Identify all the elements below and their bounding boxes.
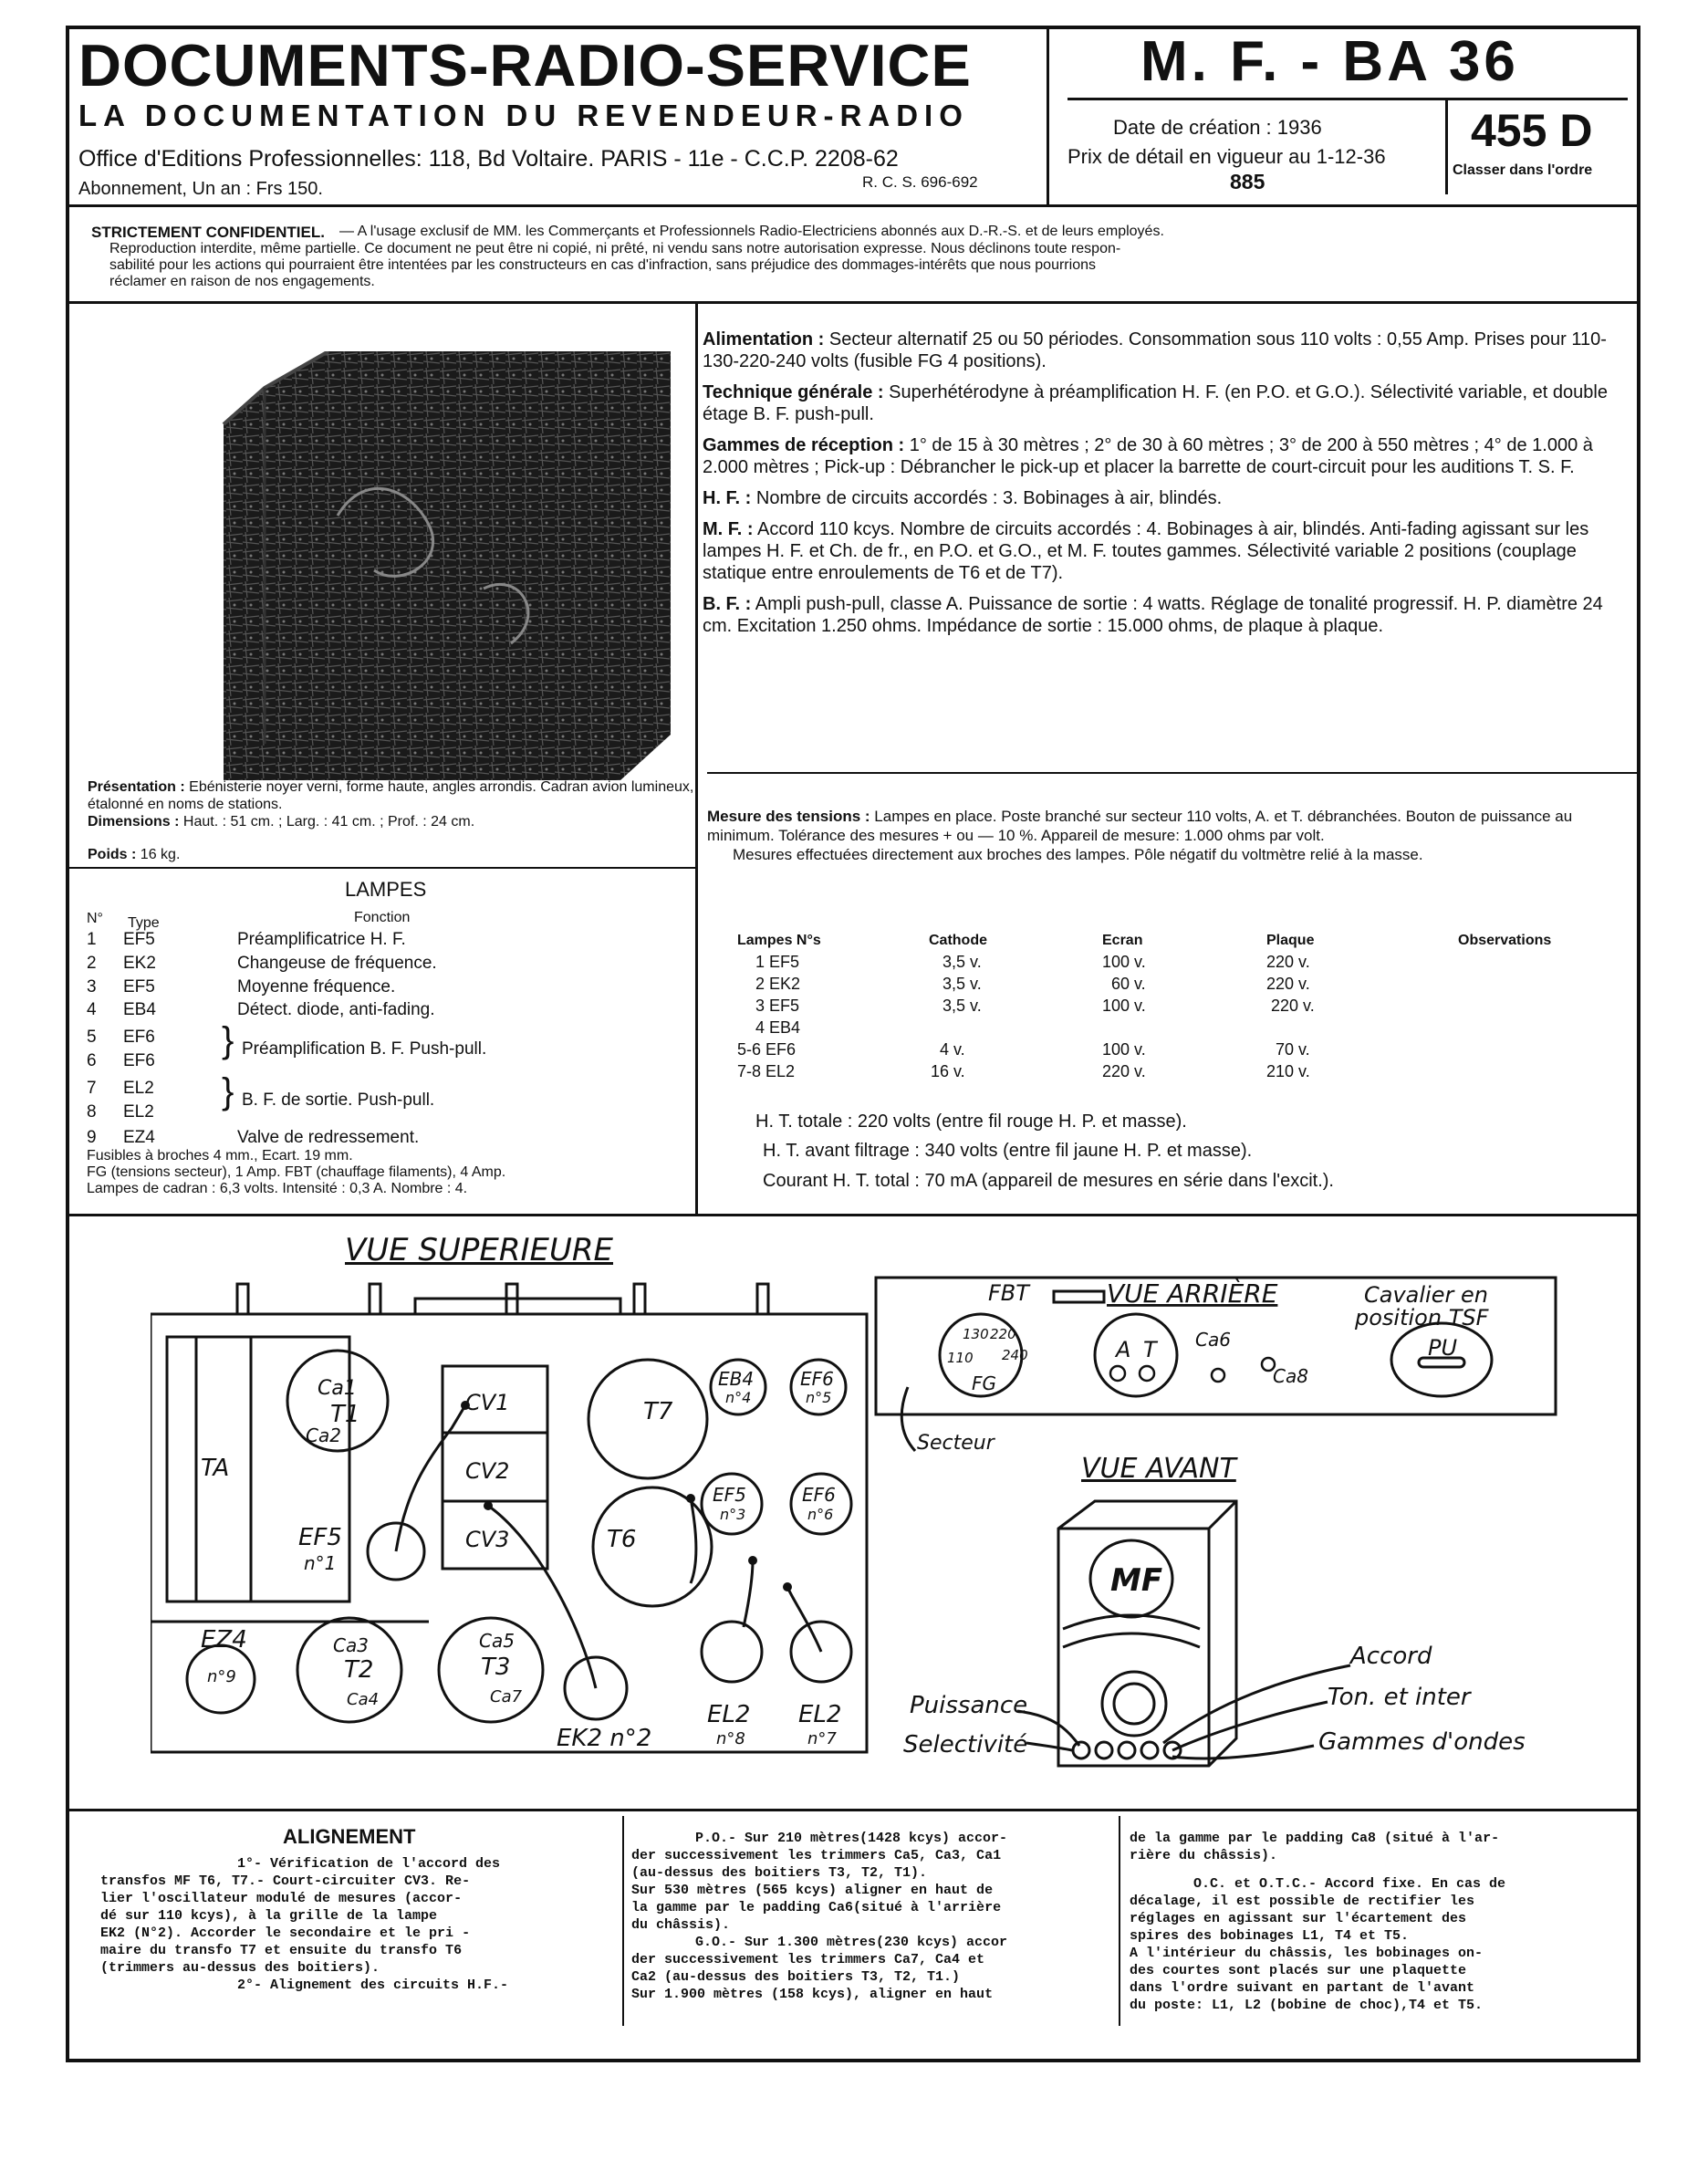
alignement-line: A l'intérieur du châssis, les bobinages on- [1130, 1946, 1484, 1961]
el2-num: n°7 [807, 1729, 837, 1748]
ca4-label: Ca4 [347, 1690, 380, 1709]
fbt-label: FBT [988, 1280, 1029, 1306]
eb4-label: EB4 [718, 1368, 755, 1390]
header-subtitle: LA DOCUMENTATION DU REVENDEUR-RADIO [78, 99, 969, 132]
antenna-label: A [1116, 1337, 1131, 1362]
presentation-label: Présentation : [88, 779, 185, 795]
ef5-label: EF5 [713, 1484, 746, 1506]
diagram-top-rule [66, 1214, 1640, 1216]
mesure-cathode: 3,5 v. [943, 997, 982, 1015]
lamp-function: B. F. de sortie. Push-pull. [242, 1090, 435, 1110]
bf-label: B. F. : [703, 594, 752, 614]
confidential-bottom-rule [66, 301, 1640, 304]
t2-label: T2 [344, 1656, 374, 1684]
v240-label: 240 [1002, 1347, 1028, 1363]
alignement-line: Sur 530 mètres (565 kcys) aligner en haut de [631, 1883, 994, 1898]
mesure-ecran: 100 v. [1102, 997, 1146, 1015]
mesure-plaque: 220 v. [1266, 975, 1310, 993]
ht-avant: H. T. avant filtrage : 340 volts (entre fil jaune H. P. et masse). [763, 1141, 1253, 1161]
class-note: Classer dans l'ordre [1453, 162, 1593, 178]
lamp-no: 1 [87, 930, 97, 949]
model-number: M. F. - BA 36 [1140, 30, 1519, 93]
secteur-label: Secteur [917, 1432, 995, 1455]
alignement-line: de la gamme par le padding Ca8 (situé à l'ar- [1130, 1831, 1500, 1846]
pu-label: PU [1428, 1335, 1458, 1361]
lamp-no: 2 [87, 954, 97, 973]
retail-price: 885 [1230, 170, 1265, 193]
lamp-no: 5 [87, 1028, 97, 1047]
mesure-ecran: 100 v. [1102, 1040, 1146, 1059]
mesures-header: Observations [1458, 933, 1552, 948]
confidential-line: sabilité pour les actions qui pourraient être intentées par les constructeurs en cas d'infraction, sans préjudice des dommages-intérêts que nous pourrions [109, 257, 1096, 273]
accord-label: Accord [1350, 1643, 1432, 1670]
rear-view-diagram [871, 1273, 1565, 1456]
cv3-label: CV3 [465, 1527, 510, 1552]
alignement-line: du poste: L1, L2 (bobine de choc),T4 et T5. [1130, 1998, 1484, 2013]
lamp-no: 3 [87, 977, 97, 997]
class-divider [1445, 98, 1448, 194]
alignement-line: (au-dessus des boitiers T3, T2, T1). [631, 1865, 928, 1881]
mf-label: M. F. : [703, 519, 754, 539]
alignement-line: la gamme par le padding Ca6(situé à l'arrière [631, 1900, 1002, 1915]
alignement-line: (trimmers au-dessus des boitiers). [100, 1960, 380, 1976]
alignement-line: EK2 (N°2). Accorder le secondaire et le pri - [100, 1925, 471, 1941]
alimentation-text: Secteur alternatif 25 ou 50 périodes. Consommation sous 110 volts : 0,55 Amp. Prises pour 110-130-220-240 volts (fusible FG 4 positions). [703, 329, 1607, 371]
selectivite-label: Selectivité [903, 1731, 1028, 1758]
header-bottom-rule [66, 204, 1640, 207]
lamp-function: Détect. diode, anti-fading. [237, 1000, 435, 1019]
mf-text: Accord 110 kcys. Nombre de circuits accordés : 4. Bobinages à air, blindés. Anti-fading agissant sur les lampes H. F. et Ch. de fr., en P.O. et G.O., et M. F. toutes gammes. Sélectivité variable 2 positions (couplage statique entre enroulements de T6 et de T7). [703, 519, 1589, 583]
presentation-rule [66, 867, 695, 869]
hf-label: H. F. : [703, 488, 752, 508]
ca6-label: Ca6 [1195, 1329, 1231, 1351]
ht-totale: H. T. totale : 220 volts (entre fil rouge H. P. et masse). [755, 1111, 1187, 1132]
dimensions-label: Dimensions : [88, 814, 180, 830]
brace-icon: } [222, 1020, 234, 1060]
mesures-intro1: Lampes en place. Poste branché sur secteur 110 volts, A. et T. débranchées. Bouton de puissance au minimum. Tolérance des mesures + ou — 10 %. Appareil de mesure: 1.000 ohms par volt. [707, 808, 1573, 844]
mesure-lamp: 5-6 EF6 [737, 1040, 797, 1059]
alignment-top-rule [66, 1809, 1640, 1811]
fuses-note: Fusibles à broches 4 mm., Ecart. 19 mm. [87, 1148, 353, 1164]
mesure-lamp: 4 EB4 [755, 1018, 801, 1037]
front-view-diagram [899, 1492, 1547, 1793]
ca7-label: Ca7 [490, 1687, 523, 1706]
dial-lamps-note: Lampes de cadran : 6,3 volts. Intensité : 0,3 A. Nombre : 4. [87, 1181, 468, 1196]
mesures-header: Plaque [1266, 933, 1315, 948]
mesures-label: Mesure des tensions : [707, 808, 870, 825]
alignement-line: transfos MF T6, T7.- Court-circuiter CV3. Re- [100, 1873, 471, 1889]
ef6-label: EF6 [800, 1368, 834, 1390]
header-rcs: R. C. S. 696-692 [862, 173, 978, 191]
technique-label: Technique générale : [703, 382, 884, 402]
ton-label: Ton. et inter [1328, 1684, 1471, 1711]
lamp-no: 8 [87, 1102, 97, 1122]
front-view-title: VUE AVANT [1081, 1453, 1236, 1485]
ef5-num: n°3 [720, 1506, 746, 1523]
alignement-line: spires des bobinages L1, T4 et T5. [1130, 1928, 1410, 1944]
ef6-num: n°6 [807, 1506, 834, 1523]
lamp-function: Changeuse de fréquence. [237, 954, 437, 973]
header-title: DOCUMENTS-RADIO-SERVICE [78, 32, 972, 99]
lamp-no: 6 [87, 1051, 97, 1070]
ef5-num: n°1 [304, 1552, 337, 1574]
lamp-type: EL2 [123, 1102, 154, 1122]
cavalier-label: Cavalier en [1364, 1282, 1488, 1308]
gammes-label-diagram: Gammes d'ondes [1318, 1728, 1526, 1756]
mesures-header: Cathode [929, 933, 987, 948]
lamp-type: EK2 [123, 954, 156, 973]
specs-rule [707, 772, 1638, 774]
alignement-col1 [100, 1855, 611, 1994]
alignement-title: ALIGNEMENT [283, 1825, 416, 1848]
mesure-plaque: 220 v. [1271, 997, 1315, 1015]
ta-label: TA [201, 1455, 230, 1482]
lamp-no: 4 [87, 1000, 97, 1019]
ca1-label: Ca1 [318, 1377, 357, 1400]
ez4-num: n°9 [207, 1667, 236, 1686]
earth-label: T [1143, 1337, 1157, 1362]
confidential-line: réclamer en raison de nos engagements. [109, 274, 375, 289]
mesure-ecran: 60 v. [1111, 975, 1146, 993]
alignement-line: dans l'ordre suivant en partant de l'avant [1130, 1980, 1475, 1996]
mesure-ecran: 220 v. [1102, 1062, 1146, 1080]
lamp-function: Moyenne fréquence. [237, 977, 396, 997]
radio-cabinet-photo [210, 351, 684, 780]
fg-label: FG [972, 1372, 997, 1394]
cavalier-label-2: position TSF [1355, 1305, 1489, 1331]
middle-column-divider [695, 301, 698, 1216]
lamp-type: EL2 [123, 1079, 154, 1098]
mesure-lamp: 2 EK2 [755, 975, 801, 993]
weight-value: 16 kg. [140, 847, 181, 862]
top-view-title: VUE SUPERIEURE [345, 1232, 614, 1268]
mesures-header: Ecran [1102, 933, 1143, 948]
alignement-line: réglages en agissant sur l'écartement des [1130, 1911, 1467, 1926]
alignement-line: der successivement les trimmers Ca5, Ca3, Ca1 [631, 1848, 1002, 1863]
mesure-plaque: 210 v. [1266, 1062, 1310, 1080]
mesure-cathode: 16 v. [931, 1062, 965, 1080]
ek2-label: EK2 n°2 [557, 1725, 652, 1752]
confidential-line: — A l'usage exclusif de MM. les Commerçants et Professionnels Radio-Electriciens abonnés aux D.-R.-S. et de leurs employés. [339, 224, 1164, 239]
lampes-title: LAMPES [345, 878, 427, 901]
t3-label: T3 [481, 1654, 511, 1681]
bf-text: Ampli push-pull, classe A. Puissance de sortie : 4 watts. Réglage de tonalité progressif. H. P. diamètre 24 cm. Excitation 1.250 ohms. Impédance de sortie : 15.000 ohms, de plaque à plaque. [703, 594, 1603, 636]
brace-icon: } [222, 1071, 234, 1111]
alignement-line: des courtes sont placés sur une plaquette [1130, 1963, 1467, 1978]
v130-label: 130 [963, 1326, 989, 1342]
mesures-intro2: Mesures effectuées directement aux broches des lampes. Pôle négatif du voltmètre relié à la masse. [733, 846, 1423, 863]
weight-label: Poids : [88, 847, 137, 862]
lamp-function: Valve de redressement. [237, 1128, 420, 1147]
alimentation-label: Alimentation : [703, 329, 825, 350]
retail-price-label: Prix de détail en vigueur au 1-12-36 [1068, 145, 1386, 168]
alignement-line: 1°- Vérification de l'accord des [237, 1856, 501, 1872]
alignement-line: Sur 1.900 mètres (158 kcys), aligner en haut [631, 1987, 994, 2002]
ef6-num: n°5 [806, 1389, 832, 1406]
alignement-line: lier l'oscillateur modulé de mesures (accor- [100, 1891, 463, 1906]
ca8-label: Ca8 [1273, 1365, 1308, 1387]
t7-label: T7 [643, 1398, 673, 1425]
alignement-line: P.O.- Sur 210 mètres(1428 kcys) accor- [695, 1831, 1008, 1846]
mesure-plaque: 220 v. [1266, 953, 1310, 971]
mesure-cathode: 4 v. [940, 1040, 965, 1059]
lamp-type: EF5 [123, 977, 155, 997]
weight-line [88, 847, 180, 863]
hf-text: Nombre de circuits accordés : 3. Bobinages à air, blindés. [755, 488, 1223, 508]
mesure-lamp: 7-8 EL2 [737, 1062, 796, 1080]
specs-block [703, 329, 1633, 646]
model-underline [1068, 98, 1628, 100]
alignement-line: décalage, il est possible de rectifier les [1130, 1894, 1475, 1909]
confidential-label: STRICTEMENT CONFIDENTIEL. [91, 224, 325, 241]
mesure-ecran: 100 v. [1102, 953, 1146, 971]
el2-label: EL2 [798, 1701, 842, 1728]
lamp-type: EZ4 [123, 1128, 155, 1147]
lamp-type: EF6 [123, 1028, 155, 1047]
ez4-label: EZ4 [201, 1626, 247, 1654]
header-office: Office d'Editions Professionnelles: 118, Bd Voltaire. PARIS - 11e - C.C.P. 2208-62 [78, 146, 899, 172]
presentation-block [88, 778, 708, 830]
lamp-type: EB4 [123, 1000, 156, 1019]
el2-num: n°8 [716, 1729, 745, 1748]
v220-label: 220 [990, 1326, 1016, 1342]
lamp-type: EF5 [123, 930, 155, 949]
alignement-line: Ca2 (au-dessus des boitiers T3, T2, T1.) [631, 1969, 961, 1985]
alignement-line: du châssis). [631, 1917, 731, 1933]
t6-label: T6 [607, 1526, 637, 1553]
lampes-col-type: Type [128, 915, 160, 931]
el2-label: EL2 [707, 1701, 751, 1728]
rear-view-title: VUE ARRIÈRE [1107, 1278, 1278, 1309]
cv2-label: CV2 [465, 1458, 510, 1484]
mesure-lamp: 3 EF5 [755, 997, 800, 1015]
alignement-divider [1119, 1816, 1120, 2026]
alignement-line: maire du transfo T7 et ensuite du transfo T6 [100, 1943, 463, 1958]
ef5-label: EF5 [298, 1524, 342, 1551]
creation-date: Date de création : 1936 [1113, 116, 1322, 139]
ca3-label: Ca3 [333, 1634, 369, 1656]
mesure-lamp: 1 EF5 [755, 953, 800, 971]
alignement-line: O.C. et O.T.C.- Accord fixe. En cas de [1193, 1876, 1506, 1892]
alignement-col3 [1130, 1830, 1627, 2014]
technique-text: Superhétérodyne à préamplification H. F. (en P.O. et G.O.). Sélectivité variable, et double étage B. F. push-pull. [703, 382, 1608, 424]
header-divider [1047, 26, 1049, 204]
alignement-line: 2°- Alignement des circuits H.F.- [237, 1978, 509, 1993]
cv1-label: CV1 [465, 1390, 510, 1415]
alignement-line: rière du châssis). [1130, 1848, 1278, 1863]
courant-ht: Courant H. T. total : 70 mA (appareil de mesures en série dans l'excit.). [763, 1171, 1334, 1191]
ef6-label: EF6 [802, 1484, 836, 1506]
lampes-col-fonction: Fonction [354, 910, 411, 925]
lamp-no: 7 [87, 1079, 97, 1098]
ca5-label: Ca5 [479, 1630, 515, 1652]
mesures-header: Lampes N°s [737, 933, 821, 948]
lampes-col-no: N° [87, 911, 103, 926]
puissance-label: Puissance [910, 1692, 1028, 1719]
v110-label: 110 [947, 1350, 974, 1366]
fg-note: FG (tensions secteur), 1 Amp. FBT (chauffage filaments), 4 Amp. [87, 1164, 506, 1180]
lamp-no: 9 [87, 1128, 97, 1147]
lamp-function: Préamplification B. F. Push-pull. [242, 1039, 487, 1059]
lamp-function: Préamplificatrice H. F. [237, 930, 406, 949]
alignement-line: G.O.- Sur 1.300 mètres(230 kcys) accor [695, 1935, 1008, 1950]
top-view-diagram [151, 1273, 871, 1757]
alignement-divider [622, 1816, 624, 2026]
mesure-cathode: 3,5 v. [943, 975, 982, 993]
mesure-cathode: 3,5 v. [943, 953, 982, 971]
mf-logo: MF [1110, 1562, 1163, 1599]
eb4-num: n°4 [725, 1389, 752, 1406]
lamp-type: EF6 [123, 1051, 155, 1070]
header-subscription: Abonnement, Un an : Frs 150. [78, 179, 323, 199]
alignement-line: dé sur 110 kcys), à la grille de la lampe [100, 1908, 438, 1924]
alignement-line: der successivement les trimmers Ca7, Ca4 et [631, 1952, 985, 1967]
ca2-label: Ca2 [306, 1424, 341, 1446]
dimensions-text: Haut. : 51 cm. ; Larg. : 41 cm. ; Prof. : 24 cm. [182, 814, 475, 830]
t1-label: T1 [330, 1401, 360, 1428]
mesures-intro [707, 807, 1633, 864]
confidential-line: Reproduction interdite, même partielle. Ce document ne peut être ni copié, ni prêté, ni vendu sans notre autorisation expresse. Nous déclinons toute respon- [109, 241, 1121, 256]
gammes-text: 1° de 15 à 30 mètres ; 2° de 30 à 60 mètres ; 3° de 200 à 550 mètres ; 4° de 1.000 à 2.000 mètres ; Pick-up : Débrancher le pick-up et placer la barrette de court-circuit pour les auditions T. S. F. [703, 435, 1593, 477]
mesure-plaque: 70 v. [1276, 1040, 1310, 1059]
gammes-label: Gammes de réception : [703, 435, 905, 455]
class-number: 455 D [1471, 105, 1593, 156]
presentation-text: Ebénisterie noyer verni, forme haute, angles arrondis. Cadran avion lumineux, étalonné en noms de stations. [88, 779, 694, 812]
alignement-col2 [631, 1830, 1106, 2003]
